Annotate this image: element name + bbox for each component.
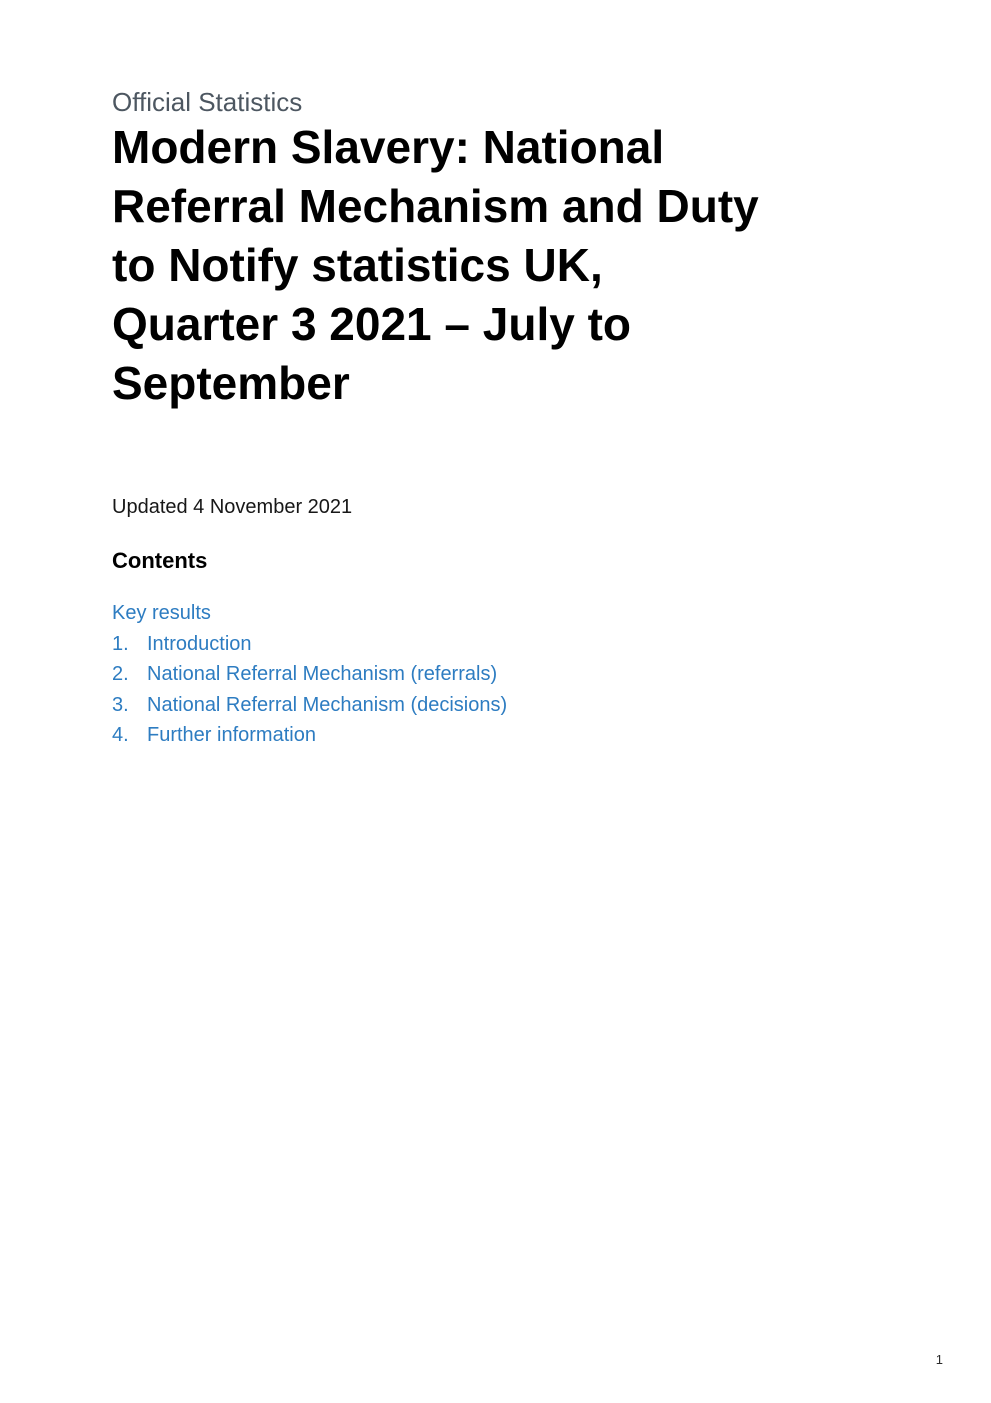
document-type-label: Official Statistics xyxy=(112,87,303,117)
toc-item-further-information xyxy=(112,720,912,751)
page-title-line: Referral Mechanism and Duty xyxy=(112,180,759,232)
toc-item-introduction xyxy=(112,629,912,660)
toc-link-key-results[interactable]: Key results xyxy=(112,602,211,624)
toc-link-further-information[interactable]: Further information xyxy=(147,724,316,746)
toc-item-number: 1. xyxy=(112,632,129,655)
toc-link-nrm-referrals[interactable]: National Referral Mechanism (referrals) xyxy=(147,663,498,685)
toc-item-number: 2. xyxy=(112,663,129,685)
toc-item-nrm-decisions xyxy=(112,690,912,721)
toc-item-number: 3. xyxy=(112,693,129,716)
toc-item-nrm-referrals xyxy=(112,659,912,690)
updated-date: Updated 4 November 2021 xyxy=(112,496,353,518)
contents-heading: Contents xyxy=(112,548,208,573)
page-title-line: to Notify statistics UK, xyxy=(112,239,603,291)
page-title-line: Quarter 3 2021 – July to xyxy=(112,298,632,350)
document-content xyxy=(112,86,912,751)
toc-item-number: 4. xyxy=(112,724,129,746)
page-title xyxy=(112,118,912,413)
page-number: 1 xyxy=(935,1352,943,1367)
toc-link-nrm-decisions[interactable]: National Referral Mechanism (decisions) xyxy=(147,693,508,716)
toc-item-key-results xyxy=(112,598,912,629)
page-title-line: September xyxy=(112,357,350,409)
page-title-line: Modern Slavery: National xyxy=(112,121,665,173)
table-of-contents xyxy=(112,598,912,751)
toc-link-introduction[interactable]: Introduction xyxy=(147,632,252,655)
